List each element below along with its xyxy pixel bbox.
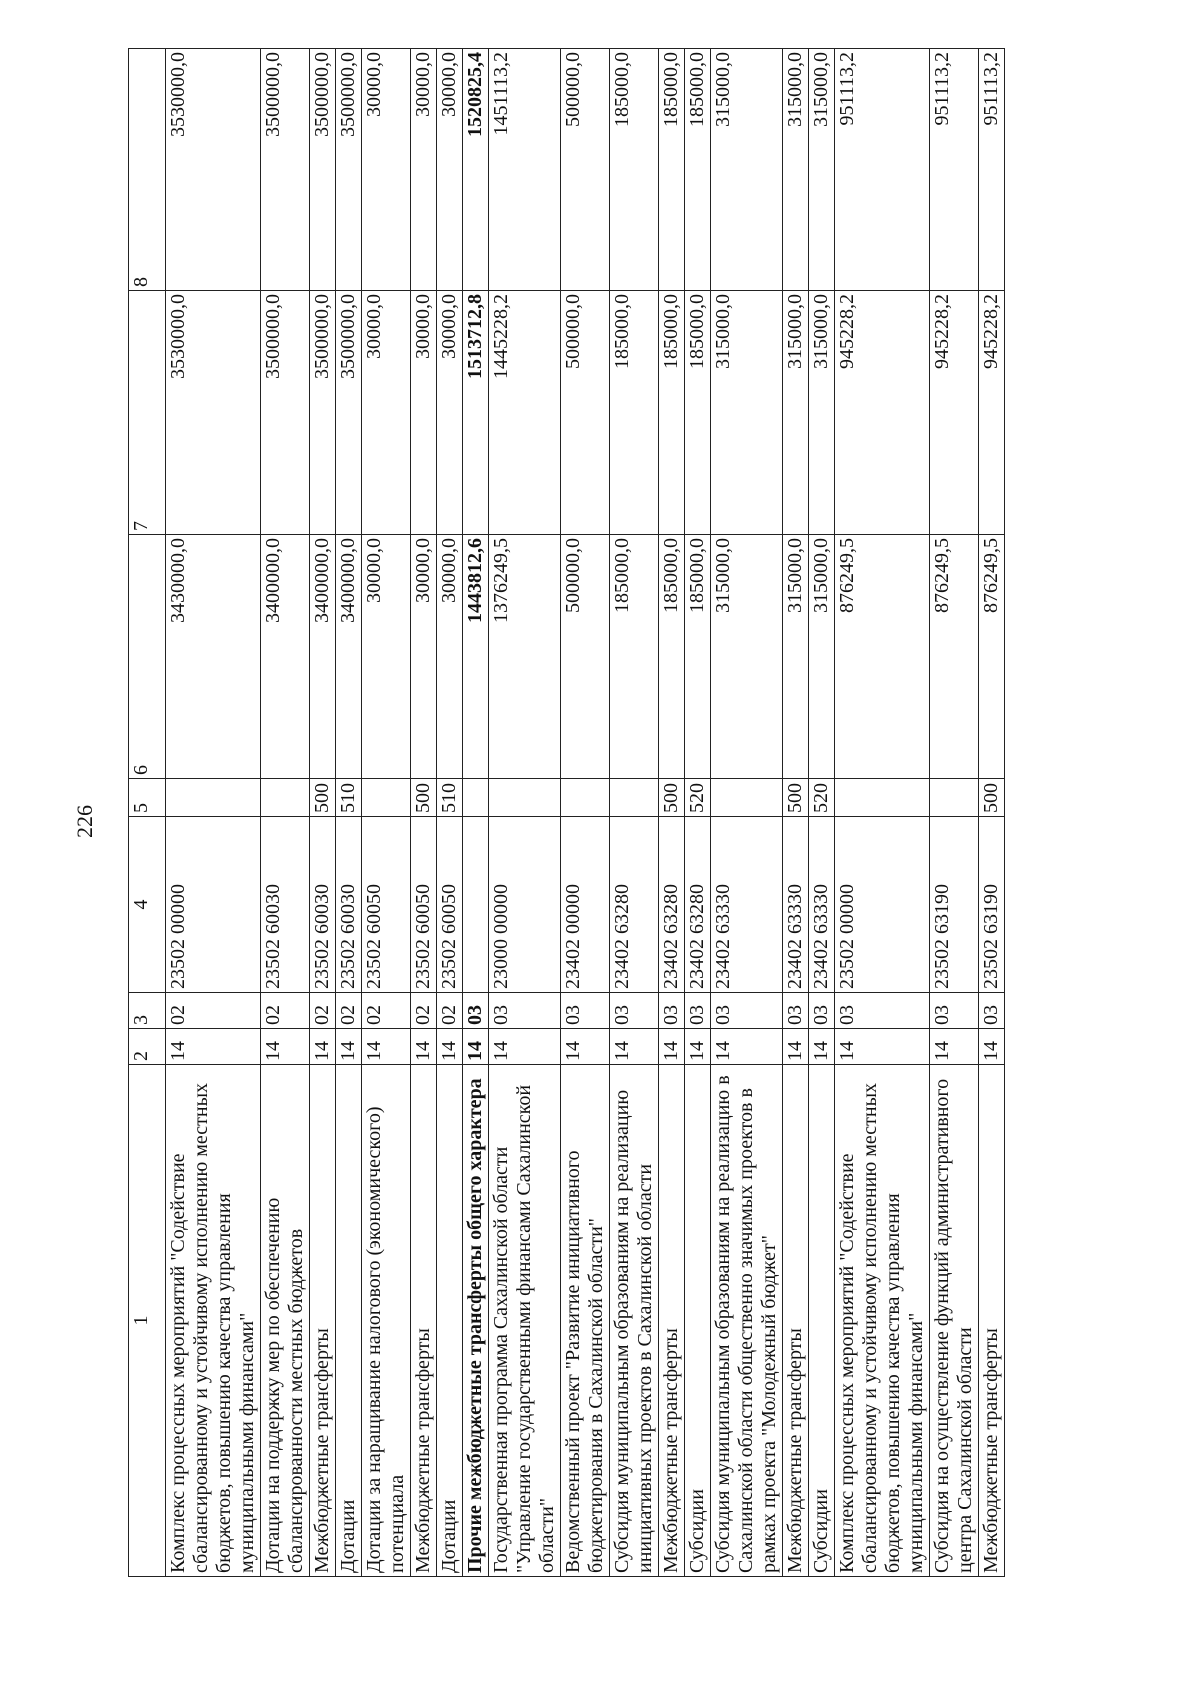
expense-type-code xyxy=(610,779,659,817)
row-name: Ведомственный проект "Развитие инициативного бюджетирования в Сахалинской области" xyxy=(561,1065,610,1577)
row-name: Межбюджетные трансферты xyxy=(659,1065,685,1577)
amount-col-7: 1513712,8 xyxy=(463,291,489,535)
row-name: Дотации xyxy=(437,1065,463,1577)
target-article-code: 23402 00000 xyxy=(561,817,610,993)
subsection-code: 03 xyxy=(561,993,610,1029)
amount-col-8: 951113,2 xyxy=(835,49,930,291)
amount-col-7: 30000,0 xyxy=(437,291,463,535)
row-name: Субсидия на осуществление функций административного центра Сахалинской области xyxy=(930,1065,979,1577)
amount-col-8: 1520825,4 xyxy=(463,49,489,291)
table-row xyxy=(930,49,979,1577)
amount-col-7: 30000,0 xyxy=(362,291,411,535)
amount-col-8: 3530000,0 xyxy=(166,49,261,291)
amount-col-8: 951113,2 xyxy=(930,49,979,291)
amount-col-6: 30000,0 xyxy=(411,535,437,779)
amount-col-8: 1451113,2 xyxy=(489,49,561,291)
amount-col-8: 185000,0 xyxy=(659,49,685,291)
amount-col-8: 3500000,0 xyxy=(336,49,362,291)
amount-col-7: 185000,0 xyxy=(610,291,659,535)
row-name: Комплекс процессных мероприятий "Содействие сбалансированному и устойчивому исполнению местных бюджетов, повышению качества управления муниципальными финансами" xyxy=(835,1065,930,1577)
section-code: 14 xyxy=(336,1029,362,1065)
table-row xyxy=(336,49,362,1577)
row-name: Государственная программа Сахалинской области "Управление государственными финансами Сахалинской области" xyxy=(489,1065,561,1577)
amount-col-7: 315000,0 xyxy=(783,291,809,535)
expense-type-code: 500 xyxy=(659,779,685,817)
expense-type-code: 500 xyxy=(411,779,437,817)
amount-col-7: 3500000,0 xyxy=(261,291,310,535)
amount-col-7: 185000,0 xyxy=(659,291,685,535)
subsection-code: 02 xyxy=(437,993,463,1029)
amount-col-6: 185000,0 xyxy=(610,535,659,779)
expense-type-code: 500 xyxy=(310,779,336,817)
amount-col-6: 30000,0 xyxy=(437,535,463,779)
section-code: 14 xyxy=(261,1029,310,1065)
amount-col-6: 3430000,0 xyxy=(166,535,261,779)
section-code: 14 xyxy=(809,1029,835,1065)
header-row xyxy=(129,49,166,1577)
col-header-8: 8 xyxy=(129,49,166,291)
amount-col-6: 1376249,5 xyxy=(489,535,561,779)
col-header-3: 3 xyxy=(129,993,166,1029)
amount-col-7: 315000,0 xyxy=(711,291,783,535)
col-header-7: 7 xyxy=(129,291,166,535)
expense-type-code: 510 xyxy=(437,779,463,817)
subsection-code: 03 xyxy=(930,993,979,1029)
section-code: 14 xyxy=(310,1029,336,1065)
target-article-code xyxy=(463,817,489,993)
target-article-code: 23502 00000 xyxy=(166,817,261,993)
amount-col-8: 185000,0 xyxy=(610,49,659,291)
amount-col-8: 951113,2 xyxy=(979,49,1005,291)
expense-type-code xyxy=(463,779,489,817)
row-name: Субсидии xyxy=(685,1065,711,1577)
amount-col-8: 30000,0 xyxy=(411,49,437,291)
amount-col-6: 3400000,0 xyxy=(310,535,336,779)
section-code: 14 xyxy=(463,1029,489,1065)
table-row xyxy=(711,49,783,1577)
subsection-code: 03 xyxy=(809,993,835,1029)
target-article-code: 23502 60050 xyxy=(362,817,411,993)
section-code: 14 xyxy=(362,1029,411,1065)
subsection-code: 02 xyxy=(310,993,336,1029)
expense-type-code: 500 xyxy=(979,779,1005,817)
amount-col-6: 315000,0 xyxy=(711,535,783,779)
amount-col-6: 185000,0 xyxy=(685,535,711,779)
table-row xyxy=(437,49,463,1577)
amount-col-6: 876249,5 xyxy=(979,535,1005,779)
table-row xyxy=(411,49,437,1577)
section-code: 14 xyxy=(835,1029,930,1065)
table-row xyxy=(610,49,659,1577)
subsection-code: 03 xyxy=(979,993,1005,1029)
table-body xyxy=(129,49,1005,1577)
amount-col-7: 945228,2 xyxy=(835,291,930,535)
row-name: Субсидия муниципальным образованиям на реализацию в Сахалинской области общественно значимых проектов в рамках проекта "Молодежный бюджет" xyxy=(711,1065,783,1577)
row-name: Дотации на поддержку мер по обеспечению сбалансированности местных бюджетов xyxy=(261,1065,310,1577)
amount-col-8: 3500000,0 xyxy=(261,49,310,291)
col-header-1: 1 xyxy=(129,1065,166,1577)
section-code: 14 xyxy=(685,1029,711,1065)
section-code: 14 xyxy=(561,1029,610,1065)
amount-col-7: 315000,0 xyxy=(809,291,835,535)
table-row xyxy=(783,49,809,1577)
target-article-code: 23402 63280 xyxy=(659,817,685,993)
subsection-code: 03 xyxy=(463,993,489,1029)
expense-type-code xyxy=(835,779,930,817)
expense-type-code: 520 xyxy=(809,779,835,817)
row-name: Межбюджетные трансферты xyxy=(310,1065,336,1577)
expense-type-code xyxy=(489,779,561,817)
target-article-code: 23402 63330 xyxy=(783,817,809,993)
amount-col-8: 315000,0 xyxy=(783,49,809,291)
amount-col-8: 30000,0 xyxy=(362,49,411,291)
row-name: Комплекс процессных мероприятий "Содействие сбалансированному и устойчивому исполнению местных бюджетов, повышению качества управления муниципальными финансами" xyxy=(166,1065,261,1577)
amount-col-8: 3500000,0 xyxy=(310,49,336,291)
table-row xyxy=(489,49,561,1577)
subsection-code: 03 xyxy=(610,993,659,1029)
row-name: Межбюджетные трансферты xyxy=(783,1065,809,1577)
expense-type-code xyxy=(362,779,411,817)
col-header-5: 5 xyxy=(129,779,166,817)
row-name: Субсидия муниципальным образованиям на реализацию инициативных проектов в Сахалинской области xyxy=(610,1065,659,1577)
target-article-code: 23502 00000 xyxy=(835,817,930,993)
page-number: 226 xyxy=(72,805,97,838)
table-row xyxy=(561,49,610,1577)
expense-type-code: 510 xyxy=(336,779,362,817)
col-header-4: 4 xyxy=(129,817,166,993)
table-row xyxy=(659,49,685,1577)
target-article-code: 23402 63280 xyxy=(685,817,711,993)
amount-col-7: 945228,2 xyxy=(979,291,1005,535)
subsection-code: 02 xyxy=(336,993,362,1029)
table-row xyxy=(979,49,1005,1577)
subsection-code: 02 xyxy=(261,993,310,1029)
section-code: 14 xyxy=(489,1029,561,1065)
target-article-code: 23402 63330 xyxy=(809,817,835,993)
amount-col-8: 500000,0 xyxy=(561,49,610,291)
amount-col-8: 315000,0 xyxy=(809,49,835,291)
table-row xyxy=(166,49,261,1577)
subsection-code: 03 xyxy=(783,993,809,1029)
amount-col-6: 315000,0 xyxy=(783,535,809,779)
subsection-code: 03 xyxy=(685,993,711,1029)
row-name: Прочие межбюджетные трансферты общего характера xyxy=(463,1065,489,1577)
amount-col-6: 315000,0 xyxy=(809,535,835,779)
amount-col-8: 30000,0 xyxy=(437,49,463,291)
target-article-code: 23502 63190 xyxy=(930,817,979,993)
target-article-code: 23502 60050 xyxy=(411,817,437,993)
expense-type-code xyxy=(561,779,610,817)
section-code: 14 xyxy=(930,1029,979,1065)
amount-col-7: 3500000,0 xyxy=(336,291,362,535)
subsection-code: 03 xyxy=(659,993,685,1029)
target-article-code: 23502 60030 xyxy=(310,817,336,993)
amount-col-6: 3400000,0 xyxy=(336,535,362,779)
rotated-page xyxy=(128,49,1200,1577)
table-row xyxy=(362,49,411,1577)
amount-col-6: 876249,5 xyxy=(930,535,979,779)
section-code: 14 xyxy=(411,1029,437,1065)
section-code: 14 xyxy=(659,1029,685,1065)
amount-col-7: 185000,0 xyxy=(685,291,711,535)
subsection-code: 02 xyxy=(362,993,411,1029)
amount-col-7: 1445228,2 xyxy=(489,291,561,535)
amount-col-7: 945228,2 xyxy=(930,291,979,535)
target-article-code: 23502 60050 xyxy=(437,817,463,993)
table-row xyxy=(835,49,930,1577)
target-article-code: 23502 60030 xyxy=(261,817,310,993)
table-row xyxy=(261,49,310,1577)
amount-col-6: 500000,0 xyxy=(561,535,610,779)
subsection-code: 03 xyxy=(711,993,783,1029)
table-row xyxy=(463,49,489,1577)
subsection-code: 03 xyxy=(835,993,930,1029)
amount-col-7: 3530000,0 xyxy=(166,291,261,535)
amount-col-6: 185000,0 xyxy=(659,535,685,779)
section-code: 14 xyxy=(610,1029,659,1065)
target-article-code: 23502 63190 xyxy=(979,817,1005,993)
expense-type-code xyxy=(711,779,783,817)
target-article-code: 23502 60030 xyxy=(336,817,362,993)
amount-col-6: 876249,5 xyxy=(835,535,930,779)
amount-col-6: 1443812,6 xyxy=(463,535,489,779)
section-code: 14 xyxy=(166,1029,261,1065)
expense-type-code: 520 xyxy=(685,779,711,817)
section-code: 14 xyxy=(783,1029,809,1065)
subsection-code: 02 xyxy=(411,993,437,1029)
subsection-code: 02 xyxy=(166,993,261,1029)
target-article-code: 23000 00000 xyxy=(489,817,561,993)
row-name: Субсидии xyxy=(809,1065,835,1577)
row-name: Межбюджетные трансферты xyxy=(411,1065,437,1577)
row-name: Дотации xyxy=(336,1065,362,1577)
budget-table xyxy=(128,48,1005,1577)
section-code: 14 xyxy=(979,1029,1005,1065)
amount-col-7: 500000,0 xyxy=(561,291,610,535)
col-header-6: 6 xyxy=(129,535,166,779)
expense-type-code xyxy=(930,779,979,817)
amount-col-8: 315000,0 xyxy=(711,49,783,291)
amount-col-7: 30000,0 xyxy=(411,291,437,535)
table-row xyxy=(809,49,835,1577)
section-code: 14 xyxy=(711,1029,783,1065)
subsection-code: 03 xyxy=(489,993,561,1029)
expense-type-code xyxy=(166,779,261,817)
expense-type-code: 500 xyxy=(783,779,809,817)
row-name: Межбюджетные трансферты xyxy=(979,1065,1005,1577)
col-header-2: 2 xyxy=(129,1029,166,1065)
table-row xyxy=(310,49,336,1577)
target-article-code: 23402 63330 xyxy=(711,817,783,993)
section-code: 14 xyxy=(437,1029,463,1065)
amount-col-7: 3500000,0 xyxy=(310,291,336,535)
table-row xyxy=(685,49,711,1577)
expense-type-code xyxy=(261,779,310,817)
amount-col-6: 30000,0 xyxy=(362,535,411,779)
amount-col-8: 185000,0 xyxy=(685,49,711,291)
row-name: Дотации за наращивание налогового (экономического) потенциала xyxy=(362,1065,411,1577)
target-article-code: 23402 63280 xyxy=(610,817,659,993)
amount-col-6: 3400000,0 xyxy=(261,535,310,779)
